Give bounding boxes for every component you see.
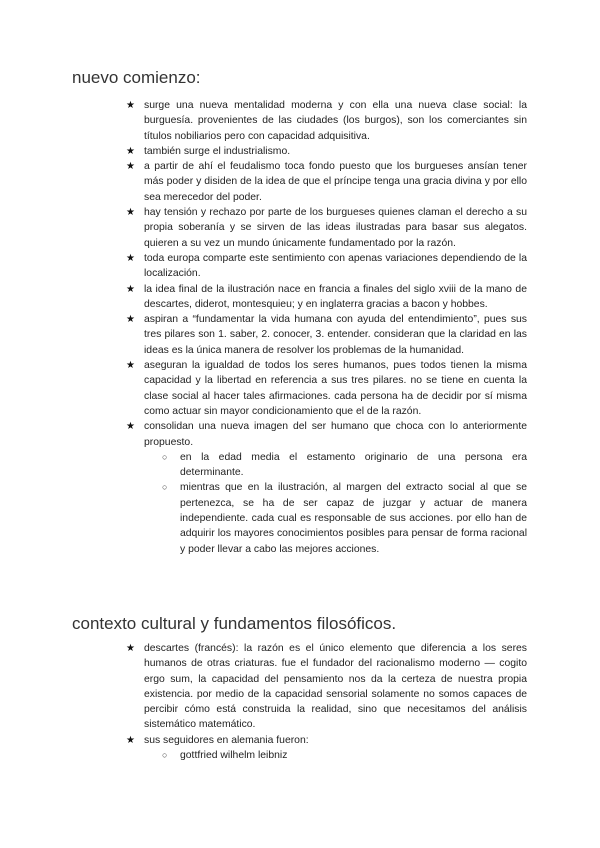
star-bullet-icon: ★ (126, 145, 135, 157)
list-item-text: también surge el industrialismo. (144, 145, 291, 157)
sub-list-item-text: mientras que en la ilustración, al margen del extracto social al que se pertenezca, se ha de ser capaz de juzgar y actuar de manera independiente. cada cual es responsable de sus acciones. por ello han de adquirir los mayores conocimientos posibles para pensar de forma racional y poder llevar a cabo las mejores acciones. (180, 482, 527, 555)
list-item-text: sus seguidores en alemania fueron: (144, 734, 309, 746)
star-bullet-icon: ★ (126, 421, 135, 433)
sub-list-item-text: en la edad media el estamento originario de una persona era determinante. (180, 451, 527, 479)
sub-bullet-list (144, 450, 527, 557)
list-item (0, 641, 527, 733)
section-heading-nuevo-comienzo: nuevo comienzo: (72, 68, 201, 87)
list-item (0, 733, 527, 764)
list-item (0, 419, 527, 557)
list-item (0, 205, 527, 251)
star-bullet-icon: ★ (126, 734, 135, 746)
star-bullet-icon: ★ (126, 207, 135, 219)
list-item (0, 312, 527, 358)
star-bullet-list (0, 641, 527, 763)
list-item (0, 159, 527, 205)
list-item (0, 144, 527, 159)
sub-list-item (144, 450, 527, 481)
list-item-text: consolidan una nueva imagen del ser humano que choca con lo anteriormente propuesto. (144, 421, 527, 448)
list-item (0, 251, 527, 282)
list-item-text: hay tensión y rechazo por parte de los burgueses quienes claman el derecho a su propia soberanía y se sirven de las ideas ilustradas para basar sus alegatos. quieren a su vez un mundo únicamente fundamentado por la razón. (144, 207, 527, 249)
list-item (0, 98, 527, 144)
list-item-text: surge una nueva mentalidad moderna y con ella una nueva clase social: la burguesía. provenientes de las ciudades (los burgos), son los comerciantes sin títulos nobiliarios pero con capacidad adquisitiva. (144, 100, 527, 142)
star-bullet-list (0, 98, 527, 557)
list-item-text: descartes (francés): la razón es el único elemento que diferencia a los seres humanos de otras criaturas. fue el fundador del racionalismo moderno — cogito ergo sum, la capacidad del pensamiento nos da la certeza de nuestra propia existencia. por medio de la capacidad sensorial solamente no somos capaces de percibir cómo está construida la realidad, sino que necesitamos del análisis sistemático matemático. (144, 643, 527, 731)
star-bullet-icon: ★ (126, 100, 135, 111)
star-bullet-icon: ★ (126, 161, 135, 173)
section-heading-contexto-cultural: contexto cultural y fundamentos filosóficos. (72, 614, 397, 633)
sub-bullet-list (144, 748, 527, 763)
list-item-text: toda europa comparte este sentimiento con apenas variaciones dependiendo de la localización. (144, 252, 527, 280)
list-item-text: la idea final de la ilustración nace en francia a finales del siglo xviii de la mano de descartes, diderot, montesquieu; y en inglaterra gracias a bacon y hobbes. (144, 283, 527, 310)
star-bullet-icon: ★ (126, 283, 135, 295)
circle-bullet-icon: ○ (162, 482, 168, 493)
star-bullet-icon: ★ (126, 643, 135, 654)
star-bullet-icon: ★ (126, 360, 135, 372)
list-item-text: a partir de ahí el feudalismo toca fondo puesto que los burgueses ansían tener más poder y disiden de la idea de que el príncipe tenga una gracia divina y por ello sea merecedor del poder. (144, 161, 527, 203)
list-item-text: aspiran a “fundamentar la vida humana con ayuda del entendimiento”, pues sus tres pilares son 1. saber, 2. conocer, 3. entender. consideran que la claridad en las ideas es la única manera de resolver los problemas de la humanidad. (144, 314, 527, 356)
sub-list-item (144, 480, 527, 556)
list-item (0, 358, 527, 419)
circle-bullet-icon: ○ (162, 451, 168, 462)
star-bullet-icon: ★ (126, 314, 135, 326)
list-item-text: aseguran la igualdad de todos los seres humanos, pues todos tienen la misma capacidad y la libertad en referencia a sus tres pilares. no se tiene en cuenta la clase social al hacer tales afirmaciones. cada persona ha de decidir por sí misma como actuar sin mayor condicionamiento que el de la razón. (144, 360, 527, 417)
star-bullet-icon: ★ (126, 252, 135, 264)
list-item (0, 282, 527, 313)
sub-list-item (144, 748, 527, 763)
circle-bullet-icon: ○ (162, 750, 168, 761)
sub-list-item-text: gottfried wilhelm leibniz (180, 750, 288, 762)
